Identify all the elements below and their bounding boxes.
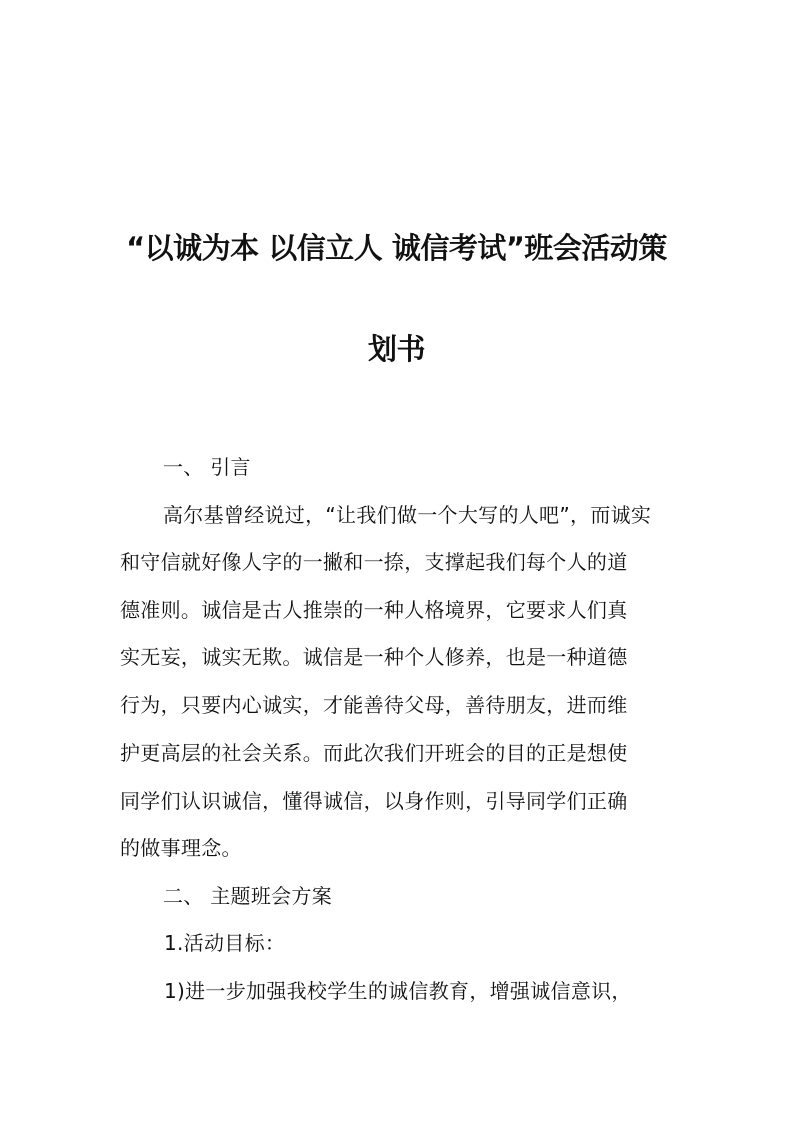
paragraph-line: 的做事理念。 <box>120 836 242 860</box>
section-heading-class-meeting-plan: 二、 主题班会方案 <box>163 884 333 908</box>
document-title-line-1: “以诚为本 以信立人 诚信考试”班会活动策 <box>126 231 667 265</box>
document-title-line-2: 划书 <box>367 332 425 366</box>
paragraph-line: 行为，只要内心诚实，才能善待父母，善待朋友，进而维 <box>120 693 628 717</box>
subheading-activity-goals: 1.活动目标： <box>164 931 286 955</box>
paragraph-line: 护更高层的社会关系。而此次我们开班会的目的正是想使 <box>120 741 628 765</box>
paragraph-line: 同学们认识诚信，懂得诚信，以身作则，引导同学们正确 <box>120 789 628 813</box>
paragraph-line: 高尔基曾经说过，“让我们做一个大写的人吧”，而诚实 <box>163 503 652 527</box>
paragraph-line: 德准则。诚信是古人推崇的一种人格境界，它要求人们真 <box>120 598 628 622</box>
section-heading-introduction: 一、 引言 <box>163 455 251 479</box>
paragraph-line: 和守信就好像人字的一撇和一捺，支撑起我们每个人的道 <box>120 550 628 574</box>
paragraph-line: 实无妄，诚实无欺。诚信是一种个人修养，也是一种道德 <box>120 645 628 669</box>
list-item: 1)进一步加强我校学生的诚信教育，增强诚信意识， <box>164 979 632 1003</box>
